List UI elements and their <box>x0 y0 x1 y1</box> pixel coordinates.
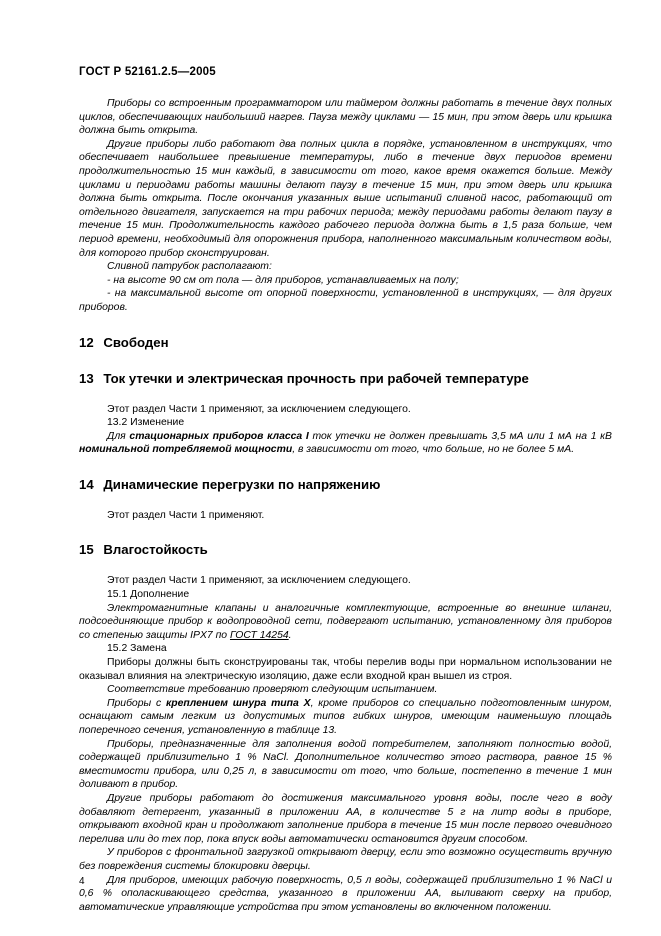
section-12-heading <box>79 335 612 351</box>
paragraph <box>79 430 612 457</box>
paragraph: Этот раздел Части 1 применяют, за исключением следующего. <box>107 403 411 415</box>
paragraph: Приборы должны быть сконструированы так, чтобы перелив воды при нормальном использовании не оказывал влияния на электрическую изоляцию, даже если входной кран вышел из строя. <box>79 657 612 682</box>
paragraph: Приборы со встроенным программатором или таймером должны работать в течение двух полных циклов, обеспечивающих наибольший нагрев. Пауза между циклами — 15 мин, при этом дверь или крышка должна быть открыта. <box>79 98 612 137</box>
section-title: Динамические перегрузки по напряжению <box>103 476 381 492</box>
paragraph: Другие приборы либо работают два полных цикла в порядке, установленном в инструкциях, что обеспечивает наибольшее превышение температуры, либо в течение двух периодов времени продолжительностью 15 мин каждый, в зависимости от того, какое время окажется больше. Между циклами и периодами работы машины делают паузу в течение 15 мин, при этом дверь или крышка должна быть открыта. После окончания указанных выше испытаний сливной насос, работающий от отдельного двигателя, запускается на три рабочих периода; между периодами работы делают паузу в течение 15 мин. Продолжительность каждого рабочего периода должна быть в 1,5 раза больше, чем период времени, необходимый для опорожнения прибора, наполненного максимальным количеством воды, для которого прибор сконструирован. <box>79 138 612 259</box>
subsection-label: 15.2 Замена <box>107 643 167 655</box>
paragraph: У приборов с фронтальной загрузкой открывают дверцу, если это возможно осуществить вручную без повреждения системы блокировки дверцы. <box>79 847 612 872</box>
defined-term: стационарных приборов класса I <box>129 430 309 442</box>
paragraph: Сливной патрубок располагают: <box>107 261 272 273</box>
paragraph: Соответствие требованию проверяют следующим испытанием. <box>107 684 438 696</box>
defined-term: номинальной потребляемой мощности <box>79 444 293 456</box>
section-14-heading <box>79 477 612 493</box>
paragraph: Этот раздел Части 1 применяют, за исключением следующего. <box>107 575 411 587</box>
page-number: 4 <box>79 876 85 887</box>
text: , в зависимости от того, что больше, но не более 5 мА. <box>292 444 575 456</box>
section-13-heading <box>79 371 612 387</box>
text: ток утечки не должен превышать 3,5 мА или 1 мА на 1 кВ <box>308 430 612 442</box>
section-title: Свободен <box>103 334 169 350</box>
text: . <box>288 629 292 641</box>
standard-reference-link[interactable]: ГОСТ 14254 <box>229 629 289 641</box>
text: , кроме приборов со специально подготовленным шнуром, оснащают самым легким из допустимых типов гибких шнуров, имеющим наименьшую площадь поперечного сечения, установленную в таблице 13. <box>79 697 613 736</box>
paragraph: Другие приборы работают до достижения максимального уровня воды, после чего в воду добавляют детергент, указанный в приложении АА, в количестве 5 г на литр воды в приборе, открывают входной кран и продолжают заполнение прибора в течение 15 мин после первого очевидного перелива или до тех пор, пока впуск воды автоматически остановится другим способом. <box>79 792 612 845</box>
section-number: 13 <box>79 370 94 386</box>
subsection-label: 15.1 Дополнение <box>107 589 190 601</box>
defined-term: креплением шнура типа X <box>166 697 311 709</box>
section-title: Влагостойкость <box>103 542 208 558</box>
section-title: Ток утечки и электрическая прочность при рабочей температуре <box>103 370 529 386</box>
text: Приборы с <box>107 697 167 709</box>
paragraph: Этот раздел Части 1 применяют. <box>107 509 265 521</box>
section-number: 14 <box>79 476 94 492</box>
list-item: - на максимальной высоте от опорной поверхности, установленной в инструкциях, — для других приборов. <box>79 288 612 313</box>
text: Для <box>107 430 130 442</box>
paragraph: Приборы, предназначенные для заполнения водой потребителем, заполняют полностью водой, содержащей приблизительно 1 % NaCl. Дополнительное количество этого раствора, равное 15 % вместимости прибора, или 0,25 л, в зависимости от того, что больше, постепенно в течение 1 мин доливают в прибор. <box>79 738 612 791</box>
section-15-heading <box>79 542 612 558</box>
document-header: ГОСТ Р 52161.2.5—2005 <box>79 66 216 78</box>
list-item: - на высоте 90 см от пола — для приборов, устанавливаемых на полу; <box>107 274 459 286</box>
paragraph: Для приборов, имеющих рабочую поверхность, 0,5 л воды, содержащей приблизительно 1 % NaCl и 0,6 % ополаскивающего средства, указанного в приложении АА, выливают сверху на прибор, автоматические управляющие устройства при этом установлены во включенном положении. <box>79 874 612 913</box>
paragraph <box>79 602 612 643</box>
text: Электромагнитные клапаны и аналогичные комплектующие, встроенные во внешние шланги, подсоединяющие прибор к водопроводной сети, подвергают испытанию, установленному для приборов со степенью защиты IPX7 по <box>79 602 612 641</box>
subsection-label: 13.2 Изменение <box>107 417 185 429</box>
section-number: 15 <box>79 542 94 558</box>
page-body <box>79 97 612 914</box>
paragraph <box>79 697 612 738</box>
section-number: 12 <box>79 334 94 350</box>
